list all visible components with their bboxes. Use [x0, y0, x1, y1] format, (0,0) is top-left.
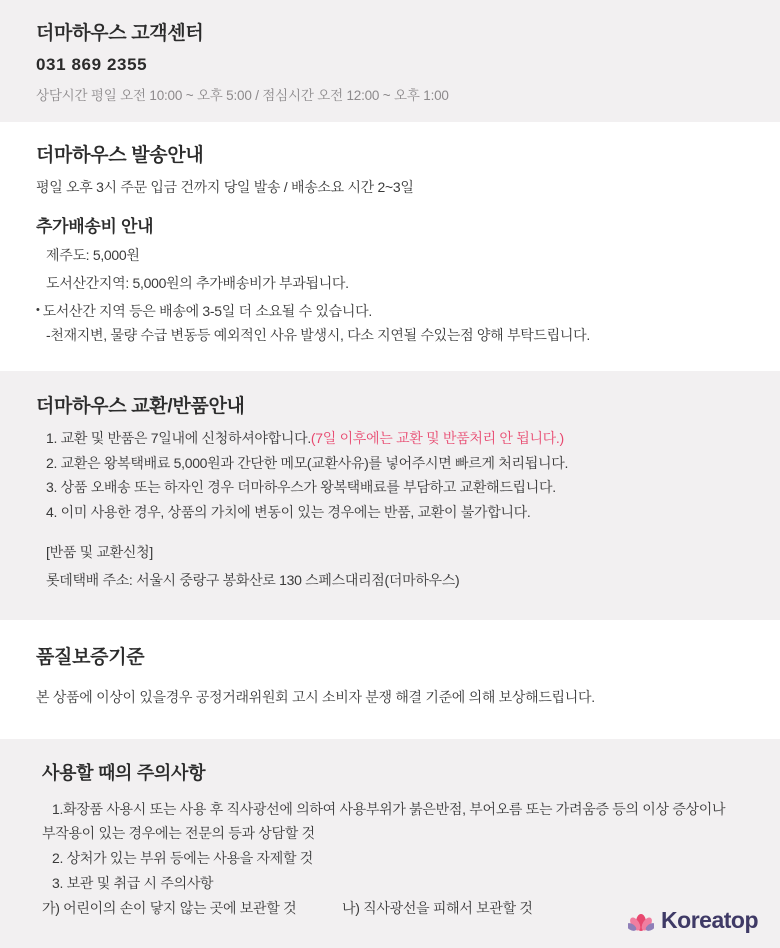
customer-center-phone: 031 869 2355 — [36, 55, 148, 74]
exchange-item-2: 2. 교환은 왕복택배료 5,000원과 간단한 메모(교환사유)를 넣어주시면 빠르게 처리됩니다. — [46, 454, 569, 471]
caution-title: 사용할 때의 주의사항 — [42, 762, 206, 783]
exchange-title: 더마하우스 교환/반품안내 — [36, 396, 245, 417]
shipping-delay-note-1-row — [36, 301, 750, 321]
brand-name: Koreatop — [661, 907, 758, 934]
section-customer-center — [0, 0, 780, 122]
caution-line-3: 3. 보관 및 취급 시 주의사항 — [52, 874, 214, 891]
exchange-item-1: 1. 교환 및 반품은 7일내에 신청하셔야합니다. — [46, 430, 311, 446]
return-request-title: [반품 및 교환신청] — [46, 543, 153, 560]
section-exchange-return — [0, 371, 780, 620]
brand-logo — [628, 907, 758, 934]
lotus-flower-icon — [628, 908, 654, 934]
shipping-delay-note-2: -천재지변, 물량 수급 변동등 예외적인 사유 발생시, 다소 지연될 수있는점 양해 부탁드립니다. — [46, 327, 590, 343]
section-shipping — [0, 122, 780, 371]
caution-line-2: 2. 상처가 있는 부위 등에는 사용을 자제할 것 — [52, 850, 314, 867]
customer-center-hours: 상담시간 평일 오전 10:00 ~ 오후 5:00 / 점심시간 오전 12:00 ~ 오후 1:00 — [36, 88, 449, 103]
exchange-item-4: 4. 이미 사용한 경우, 상품의 가치에 변동이 있는 경우에는 반품, 교환이 불가합니다. — [46, 504, 531, 521]
quality-title: 품질보증기준 — [36, 646, 145, 668]
caution-line-3b: 나) 직사광선을 피해서 보관할 것 — [342, 899, 533, 916]
exchange-item-1-warning: (7일 이후에는 교환 및 반품처리 안 됩니다.) — [310, 430, 564, 446]
exchange-item-3: 3. 상품 오배송 또는 하자인 경우 더마하우스가 왕복택배료를 부담하고 교환해드립니다. — [46, 479, 556, 496]
exchange-item-1-row — [36, 428, 750, 450]
customer-center-title: 더마하우스 고객센터 — [36, 23, 204, 44]
caution-line-1b: 부작용이 있는 경우에는 전문의 등과 상담할 것 — [42, 825, 315, 842]
shipping-fee-island: 도서산간지역: 5,000원의 추가배송비가 부과됩니다. — [46, 275, 349, 291]
extra-shipping-fee-title: 추가배송비 안내 — [36, 217, 154, 236]
shipping-title: 더마하우스 발송안내 — [36, 145, 204, 166]
return-address: 롯데택배 주소: 서울시 중랑구 봉화산로 130 스페스대리점(더마하우스) — [46, 571, 460, 588]
bullet-dot-icon: • — [36, 304, 40, 316]
caution-line-3a: 가) 어린이의 손이 닿지 않는 곳에 보관할 것 — [42, 899, 297, 916]
caution-line-1: 1.화장품 사용시 또는 사용 후 직사광선에 의하여 사용부위가 붉은반점, 부어오름 또는 가려움증 등의 이상 증상이나 — [52, 800, 726, 817]
shipping-delay-note-1: 도서산간 지역 등은 배송에 3-5일 더 소요될 수 있습니다. — [42, 303, 372, 319]
shipping-note: 평일 오후 3시 주문 입금 건까지 당일 발송 / 배송소요 시간 2~3일 — [36, 179, 414, 195]
section-quality-guarantee — [0, 620, 780, 739]
shipping-fee-jeju: 제주도: 5,000원 — [46, 247, 140, 263]
quality-body: 본 상품에 이상이 있을경우 공정거래위원회 고시 소비자 분쟁 해결 기준에 의해 보상해드립니다. — [36, 688, 595, 705]
